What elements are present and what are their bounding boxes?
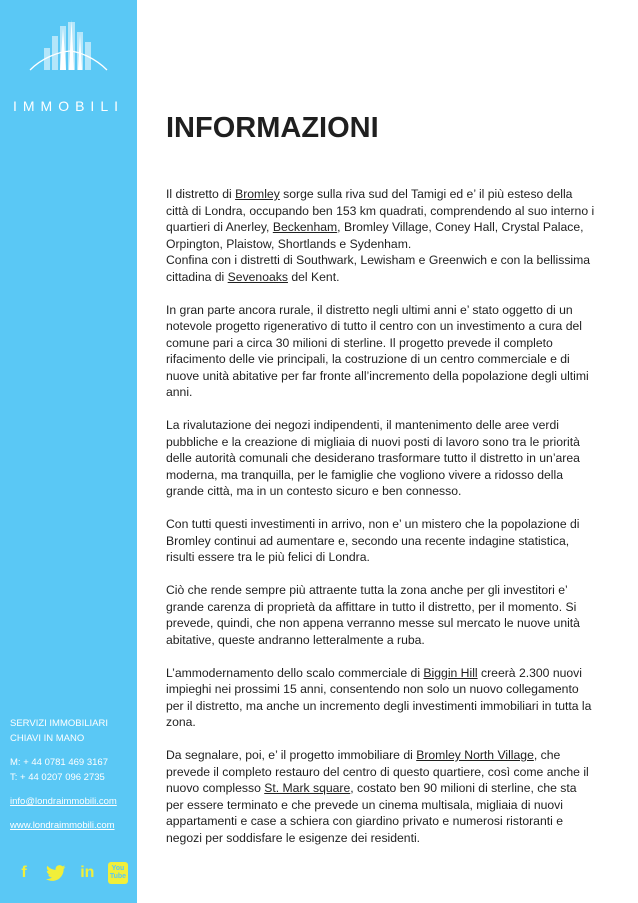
text: Confina con i distretti di Southwark, Lewisham e Greenwich e con la bellissima cittadina di (166, 253, 591, 284)
text: , costato ben 90 milioni di sterline, che sta per essere terminato e che prevede un cinema multisala, migliaia di nuovi appartamenti e case a schiera con giardino privato e numerosi ristoranti e negozi per soddisfare le esigenze dei residenti. (166, 781, 577, 845)
youtube-icon[interactable] (108, 862, 128, 884)
st-mark-square-link[interactable]: St. Mark square (264, 781, 351, 795)
mobile-number: M: + 44 0781 469 3167 (10, 757, 108, 768)
bromley-north-village-link[interactable]: Bromley North Village (416, 748, 534, 762)
text: L’ammodernamento dello scalo commerciale di (166, 665, 424, 680)
contact-info (10, 716, 135, 833)
company-logo[interactable] (0, 18, 430, 118)
text: Da segnalare, poi, e’ il progetto immobiliare di (166, 748, 417, 762)
services-line: SERVIZI IMMOBILIARI (10, 718, 109, 729)
text: creerà 2.300 nuovi impieghi nei prossimi 15 anni, consentendo non solo un nuovo collegamento per il distretto, ma anche un incremento degli investimenti immobiliari in tutta la zona. (166, 665, 592, 729)
beckenham-link[interactable]: Beckenham (272, 220, 338, 234)
paragraph-6 (166, 665, 596, 731)
logo-wordmark: LONDRA (332, 75, 430, 97)
youtube-icon-top: You (111, 865, 125, 872)
paragraph-7 (166, 747, 596, 846)
text: sorge sulla riva sud del Tamigi ed e’ il più esteso della città di Londra, occupando ben 153 km quadrati, comprendendo al suo interno i quartieri di Anerley, (166, 187, 595, 234)
paragraph-2: In gran parte ancora rurale, il distretto negli ultimi anni e’ stato oggetto di un notevole progetto rigenerativo di tutto il centro con un investimento a cura del comune pari a circa 30 milioni di sterline. Il progetto prevede il completo rifacimento delle vie principali, la costruzione di un centro commerciale e di nuove unità abitative per far fronte all’incremento della popolazione degli ultimi anni. (166, 302, 589, 399)
linkedin-icon[interactable]: in (80, 864, 95, 881)
logo-subtitle: IMMOBILI (12, 98, 124, 114)
paragraph-3: La rivalutazione dei negozi indipendenti, il mantenimento delle aree verdi pubbliche e la creazione di migliaia di nuovi posti di lavoro sono tra le priorità delle autorità comunali che desiderano trasformare tutto il distretto in un’area moderna, ma tranquilla, per le famiglie che vogliono vivere a ridosso della grande città, ma in un contesto sicuro e ben connesso. (166, 418, 580, 498)
email-link[interactable]: info@londraimmobili.com (10, 796, 117, 807)
phone-number: T: + 44 0207 096 2735 (10, 772, 105, 783)
skyline-icon (0, 18, 137, 74)
paragraph-1 (166, 186, 596, 285)
text: Il distretto di (166, 187, 236, 201)
text: del Kent. (287, 269, 340, 284)
text: , Bromley Village, Coney Hall, Crystal Palace, Orpington, Plaistow, Shortlands e Sydenham. (166, 220, 584, 251)
page-title: INFORMAZIONI (166, 112, 379, 144)
biggin-hill-link[interactable]: Biggin Hill (423, 665, 478, 680)
twitter-icon[interactable] (45, 862, 67, 884)
article-body (166, 186, 596, 846)
paragraph-5: Ciò che rende sempre più attraente tutta la zona anche per gli investitori e’ grande carenza di proprietà da affittare in tutto il distretto, per il momento. Si prevede, quindi, che non appena verranno messe sul mercato le nuove unità abitative, queste andranno letteralmente a ruba. (166, 583, 580, 647)
website-link[interactable]: www.londraimmobili.com (10, 820, 115, 831)
facebook-icon[interactable]: f (21, 864, 27, 881)
paragraph-4: Con tutti questi investimenti in arrivo, non e’ un mistero che la popolazione di Bromley continui ad aumentare e, secondo una recente indagine statistica, risulti essere tra le più felici di Londra. (166, 517, 580, 564)
main-content (166, 108, 596, 863)
sevenoaks-link[interactable]: Sevenoaks (227, 269, 288, 284)
youtube-icon-bottom: Tube (109, 873, 127, 880)
bromley-link[interactable]: Bromley (235, 187, 280, 201)
services-line-2: CHIAVI IN MANO (10, 733, 85, 744)
text: , che prevede il completo restauro del centro di questo quartiere, così come anche il nuovo complesso (166, 748, 589, 795)
social-links (13, 860, 128, 886)
